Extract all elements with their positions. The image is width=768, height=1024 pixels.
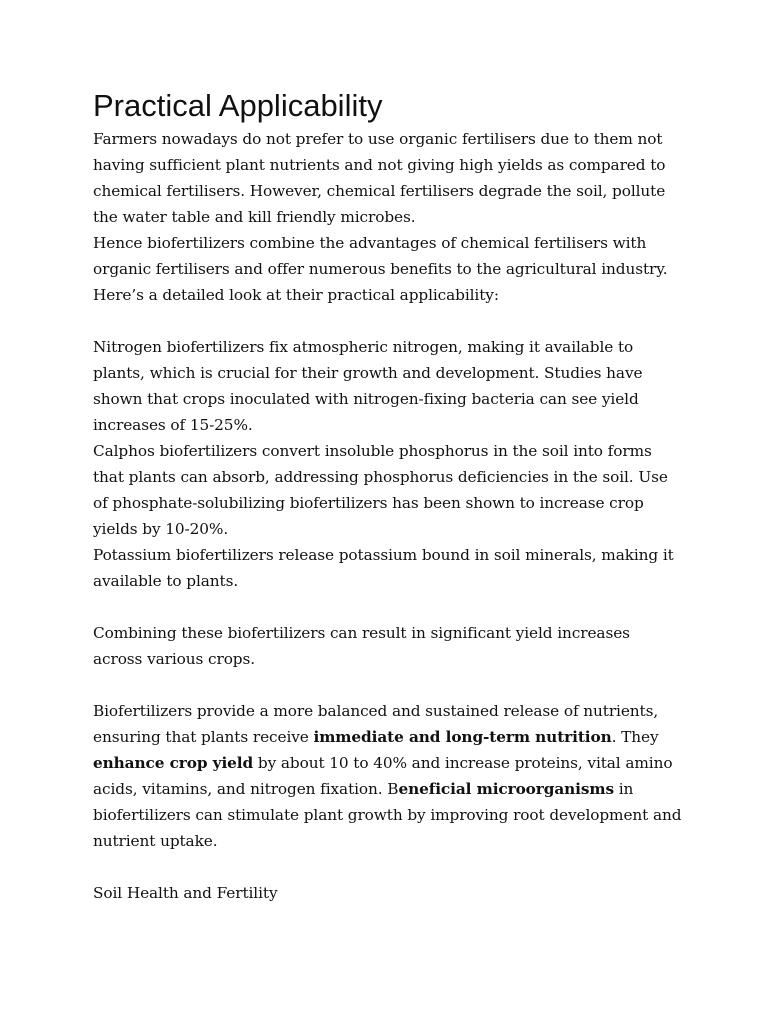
bold-run: enhance crop yield <box>93 754 254 772</box>
text-run: by about 10 to 40% and increase proteins, vital amino acids, vitamins, and nitrogen fixation. B <box>93 754 673 798</box>
paragraph-gap <box>93 854 683 880</box>
paragraph-nitrogen: Nitrogen biofertilizers fix atmospheric nitrogen, making it available to plants, which is crucial for their growth and development. Studies have shown that crops inoculated with nitrogen-fixing bacteria can see yield increases of 15-25%. <box>93 338 643 434</box>
paragraph-gap <box>93 308 683 334</box>
paragraph-calphos: Calphos biofertilizers convert insoluble phosphorus in the soil into forms that plants can absorb, addressing phosphorus deficiencies in the soil. Use of phosphate-solubilizing biofertilizers has been shown to increase crop yields by 10-20%. <box>93 442 668 538</box>
section-heading-soil-health: Soil Health and Fertility <box>93 884 278 902</box>
paragraph-combining: Combining these biofertilizers can result in significant yield increases across various crops. <box>93 624 630 668</box>
text-run: in biofertilizers can stimulate plant growth by improving root development and nutrient uptake. <box>93 780 682 850</box>
paragraph-biofertilizer-intro: Hence biofertilizers combine the advantages of chemical fertilisers with organic fertilisers and offer numerous benefits to the agricultural industry. Here’s a detailed look at their practical applicability: <box>93 234 668 304</box>
paragraph-gap <box>93 672 683 698</box>
paragraph-benefits <box>93 698 683 854</box>
paragraph-gap <box>93 594 683 620</box>
paragraph-organic-vs-chemical: Farmers nowadays do not prefer to use organic fertilisers due to them not having sufficient plant nutrients and not giving high yields as compared to chemical fertilisers. However, chemical fertilisers degrade the soil, pollute the water table and kill friendly microbes. <box>93 130 666 226</box>
paragraph-potassium: Potassium biofertilizers release potassium bound in soil minerals, making it available to plants. <box>93 546 674 590</box>
text-run: . They <box>611 728 659 746</box>
text-run: Biofertilizers provide a more balanced and sustained release of nutrients, ensuring that plants receive <box>93 702 659 746</box>
document-page <box>93 88 683 906</box>
bold-run: immediate and long-term nutrition <box>313 728 612 746</box>
bold-run: eneficial microorganisms <box>398 780 614 798</box>
page-title: Practical Applicability <box>93 88 383 123</box>
